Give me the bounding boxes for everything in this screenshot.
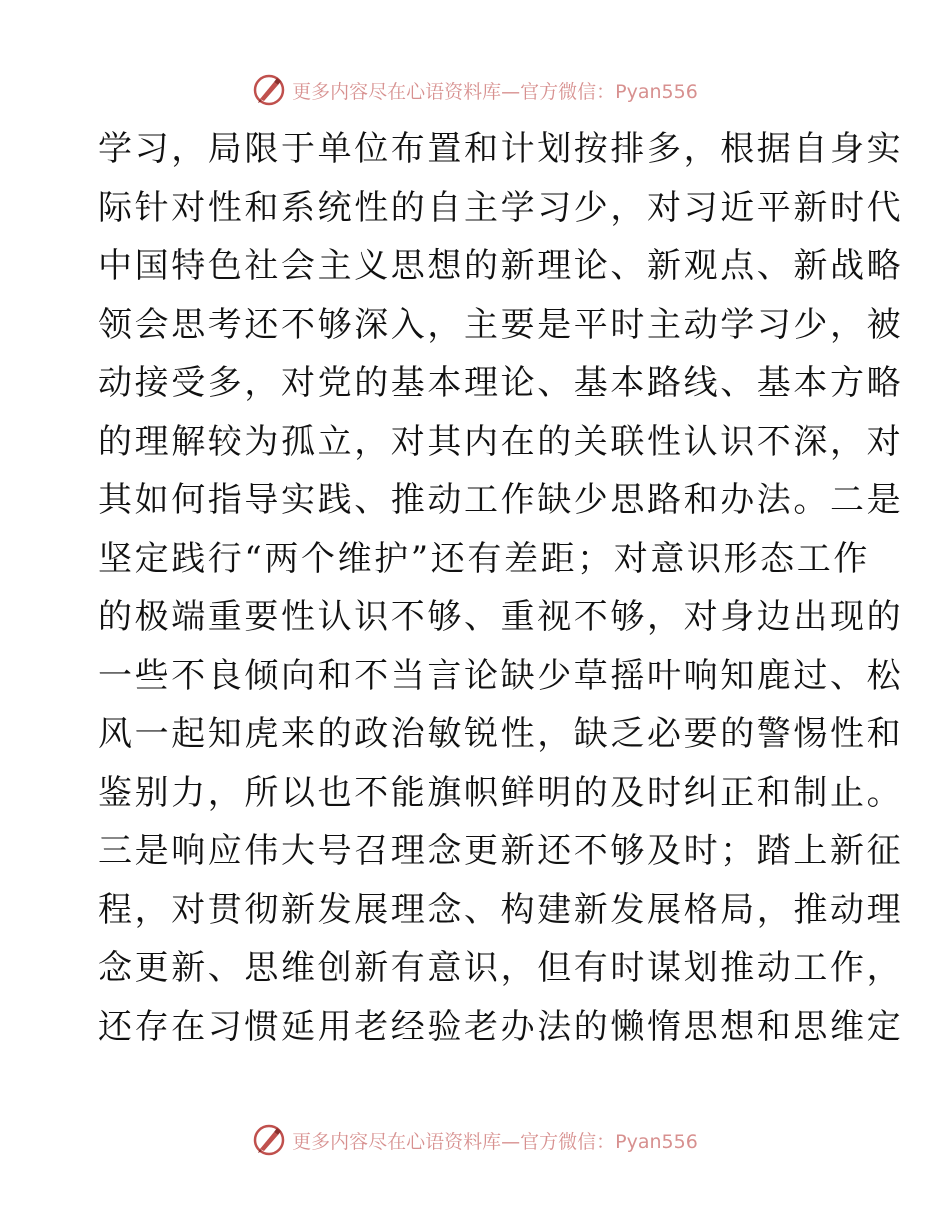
body-line: 三是响应伟大号召理念更新还不够及时；踏上新征 <box>98 831 904 871</box>
body-line: 程，对贯彻新发展理念、构建新发展格局，推动理 <box>98 889 904 930</box>
body-line: 中国特色社会主义思想的新理论、新观点、新战略 <box>98 246 904 286</box>
header-banner-text: 更多内容尽在心语资料库—官方微信：Pyan556 <box>292 80 698 103</box>
body-line: 念更新、思维创新有意识，但有时谋划推动工作， <box>98 948 904 988</box>
body-line: 坚定践行“两个维护”还有差距；对意识形态工作 <box>98 538 870 579</box>
footer-banner-text: 更多内容尽在心语资料库—官方微信：Pyan556 <box>292 1130 698 1153</box>
body-line: 的理解较为孤立，对其内在的关联性认识不深，对 <box>98 421 904 462</box>
body-line: 还存在习惯延用老经验老办法的懒惰思想和思维定 <box>98 1006 904 1047</box>
body-line: 际针对性和系统性的自主学习少，对习近平新时代 <box>98 187 904 228</box>
body-line: 学习，局限于单位布置和计划按排多，根据自身实 <box>98 129 904 169</box>
body-line: 的极端重要性认识不够、重视不够，对身边出现的 <box>98 597 904 637</box>
pen-logo-icon <box>252 73 286 107</box>
body-line: 其如何指导实践、推动工作缺少思路和办法。二是 <box>98 480 904 520</box>
body-line: 动接受多，对党的基本理论、基本路线、基本方略 <box>98 363 904 403</box>
body-line: 领会思考还不够深入，主要是平时主动学习少，被 <box>98 304 904 345</box>
body-line: 风一起知虎来的政治敏锐性，缺乏必要的警惕性和 <box>98 714 904 754</box>
body-line: 鉴别力，所以也不能旗帜鲜明的及时纠正和制止。 <box>98 772 904 813</box>
body-line: 一些不良倾向和不当言论缺少草摇叶响知鹿过、松 <box>98 655 904 696</box>
pen-logo-icon <box>252 1123 286 1157</box>
header-banner <box>0 70 950 110</box>
document-body <box>98 120 904 1056</box>
header-banner-content <box>252 73 698 107</box>
footer-banner-content <box>252 1123 698 1157</box>
footer-banner <box>0 1120 950 1160</box>
